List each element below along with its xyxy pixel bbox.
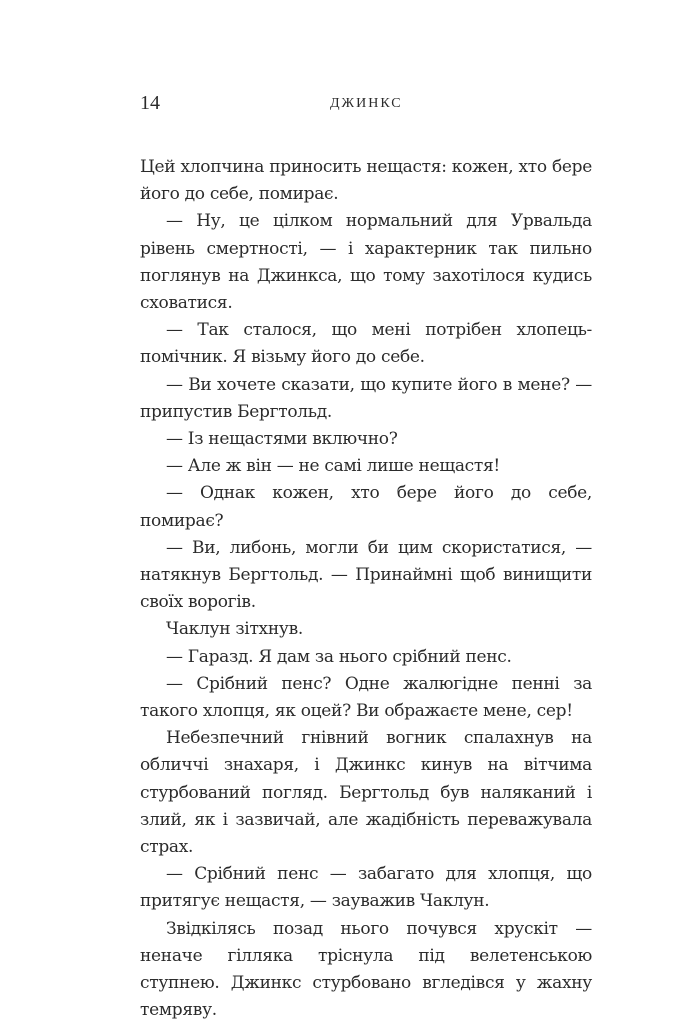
- paragraph: — Так сталося, що мені потрібен хлопець-помічник. Я візьму його до себе.: [140, 320, 592, 368]
- body-text: [140, 154, 592, 1025]
- paragraph: — Ви, либонь, могли би цим скористатися, — натякнув Бергтольд. — Принаймні щоб винищити своїх ворогів.: [140, 537, 592, 613]
- paragraph: — Однак кожен, хто бере його до себе, помирає?: [140, 483, 592, 531]
- paragraph: Цей хлопчина приносить нещастя: кожен, хто бере його до себе, помирає.: [140, 157, 592, 205]
- paragraph: — Срібний пенс? Одне жалюгідне пенні за такого хлопця, як оцей? Ви ображаєте мене, сер!: [140, 673, 592, 722]
- paragraph: — Із нещастями включно?: [166, 429, 398, 450]
- paragraph: Чаклун зітхнув.: [166, 619, 303, 640]
- paragraph: — Ну, це цілком нормальний для Урвальда рівень смертності, — і характерник так пильно поглянув на Джинкса, що тому захотілося кудись сховатися.: [140, 211, 592, 314]
- paragraph: — Срібний пенс — забагато для хлопця, що притягує нещастя, — зауважив Чаклун.: [140, 864, 592, 912]
- paragraph: Небезпечний гнівний вогник спалахнув на обличчі знахаря, і Джинкс кинув на вітчима стурбований погляд. Бергтольд був наляканий і злий, як і зазвичай, але жадібність переважувала страх.: [140, 728, 592, 858]
- paragraph: — Гаразд. Я дам за нього срібний пенс.: [166, 646, 512, 667]
- paragraph: Звідкілясь позад нього почувся хрускіт — неначе гілляка тріснула під велетенською ступнею. Джинкс стурбовано вгледівся у жахну темряву.: [140, 918, 592, 1021]
- paragraph: — Але ж він — не самі лише нещастя!: [166, 456, 500, 477]
- running-head: ДЖИНКС: [330, 96, 403, 111]
- page-number: 14: [140, 92, 160, 114]
- paragraph: — Ви хочете сказати, що купите його в мене? — припустив Бергтольд.: [140, 374, 592, 422]
